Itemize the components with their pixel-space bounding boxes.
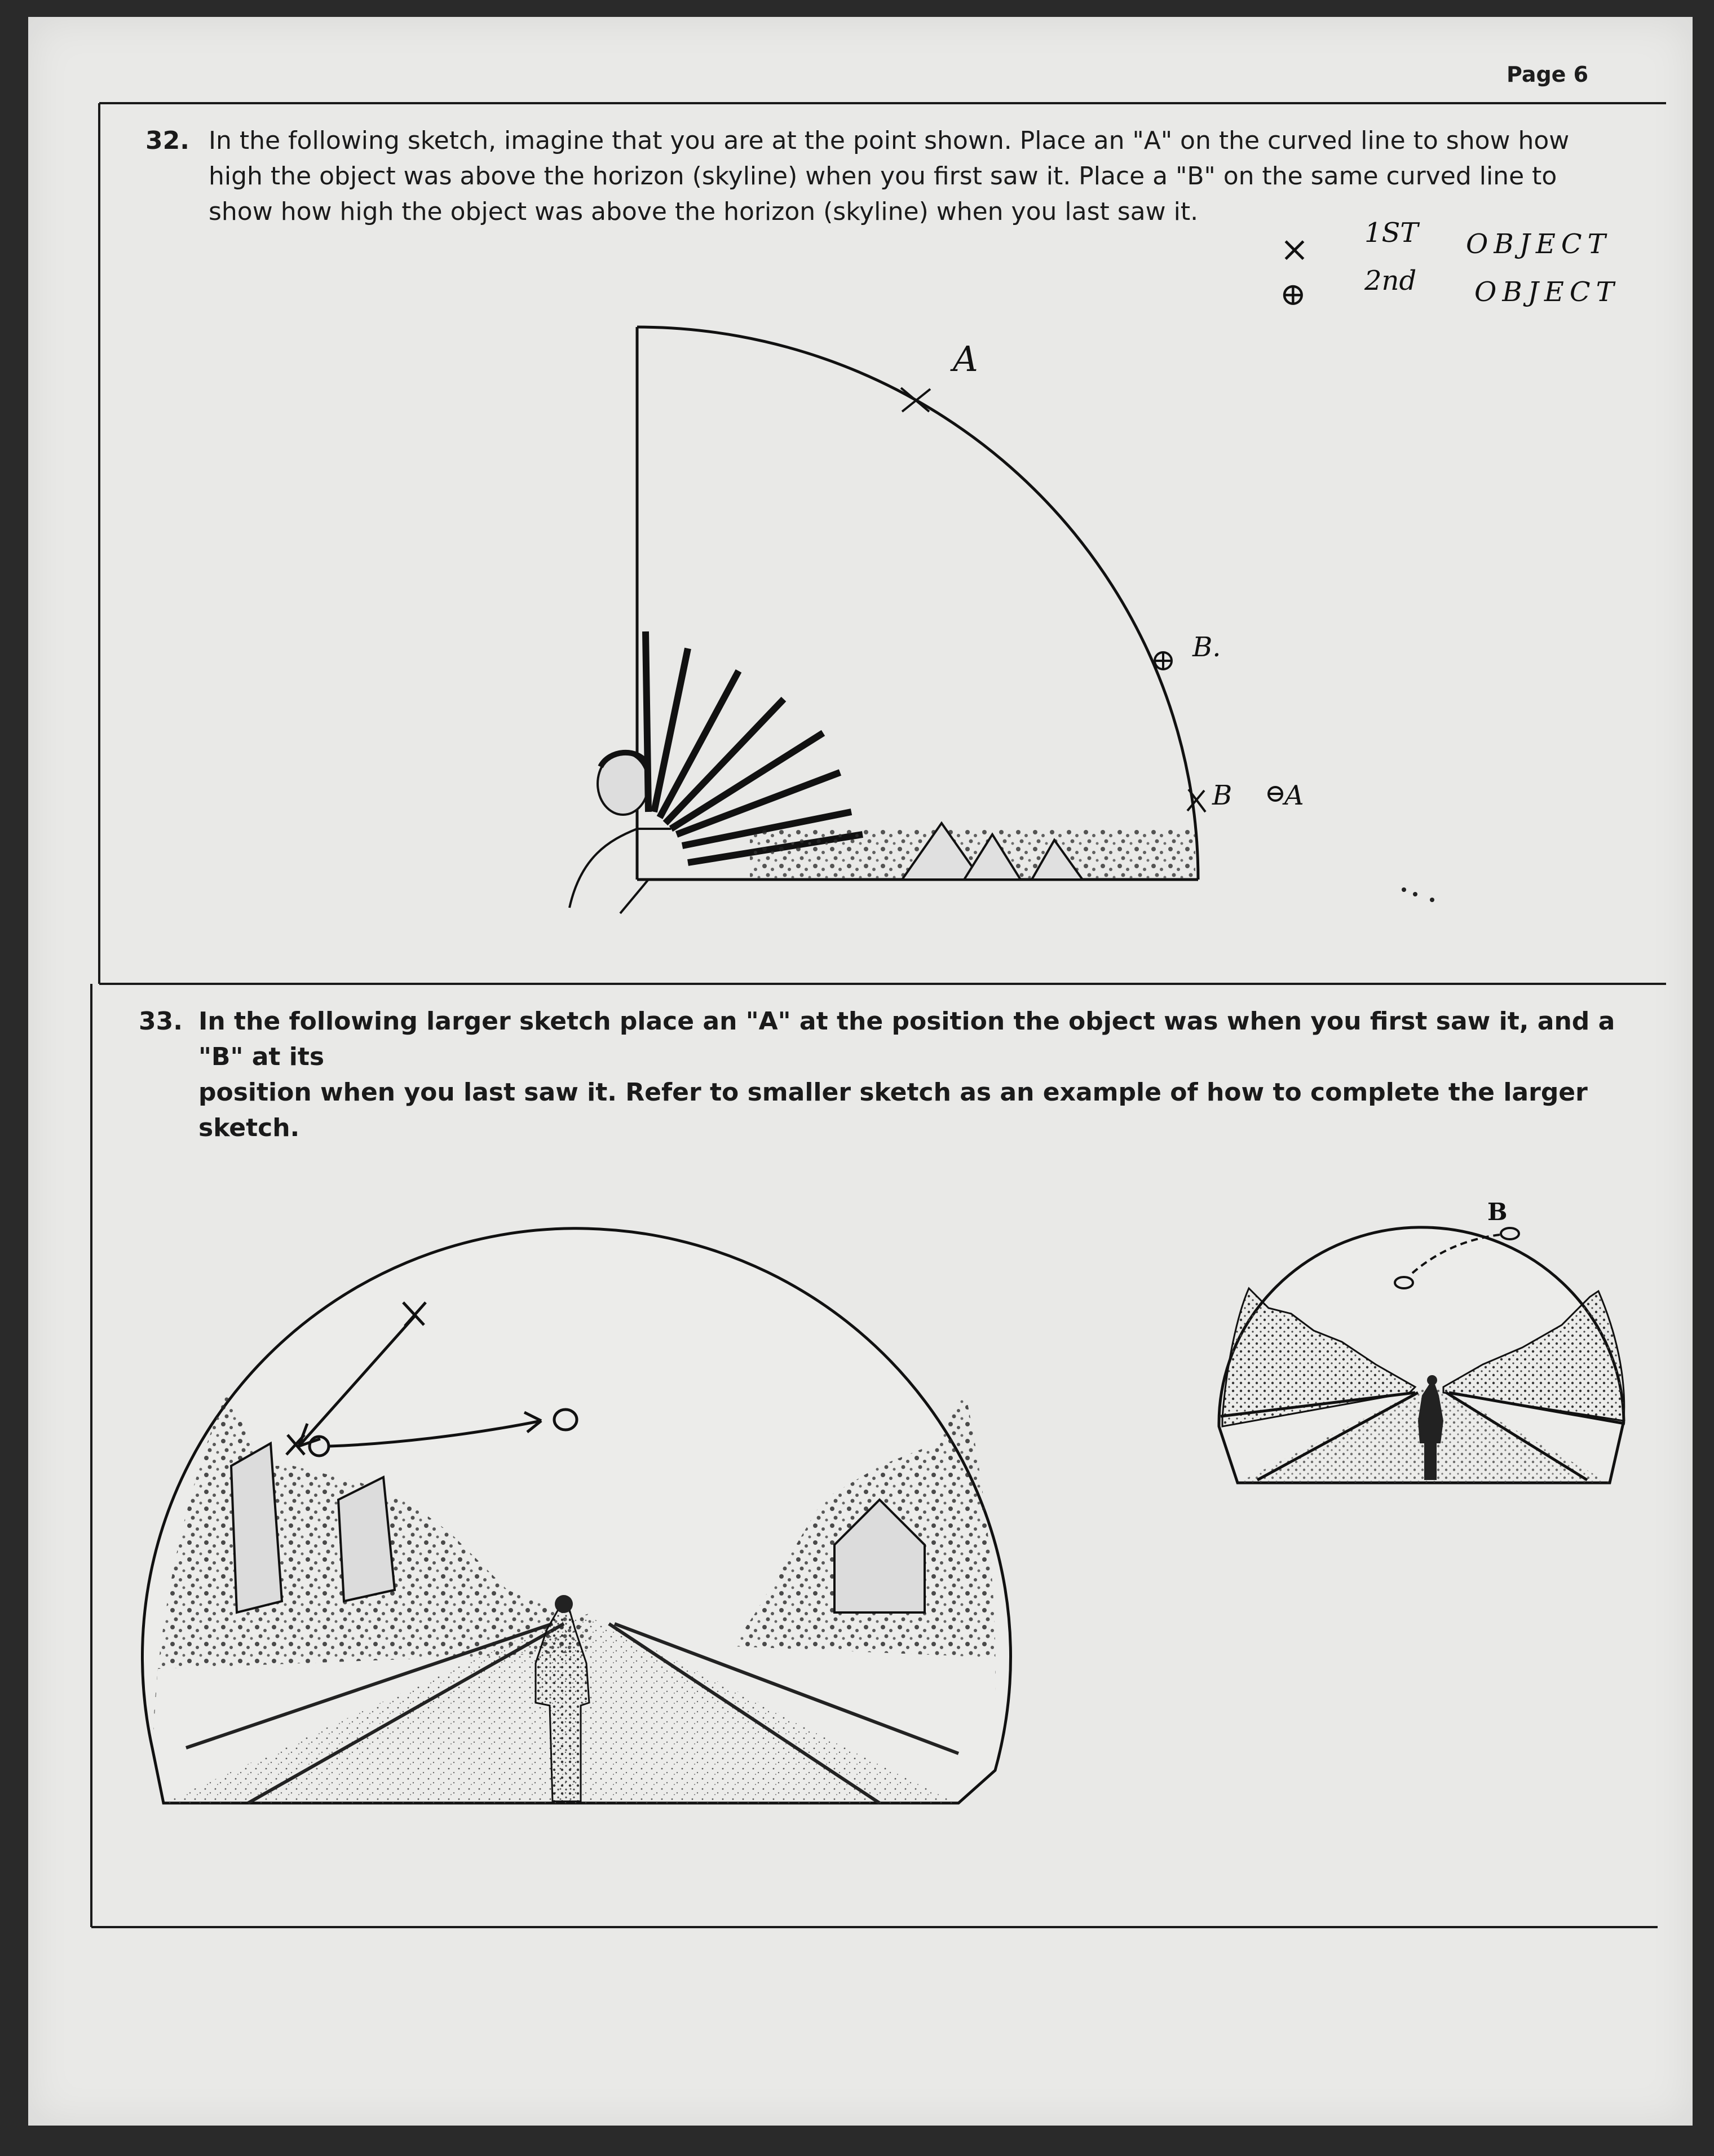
question-32-number: 32. (145, 126, 189, 155)
question-32-line-3: show how high the object was above the horizon (skyline) when you last saw it. (209, 197, 1199, 226)
mark-b-low: B (1212, 780, 1233, 811)
mark-b-middle: B. (1192, 631, 1221, 663)
legend-1st-object: OBJECT (1466, 228, 1611, 260)
mark-a-top: A (953, 338, 978, 379)
small-sketch-label-b: B (1487, 1198, 1508, 1226)
handwritten-x-marks (901, 388, 1205, 812)
legend-1st-label: 1ST (1364, 217, 1419, 249)
mark-a-low: A (1284, 780, 1304, 811)
legend-2nd-label: 2nd (1364, 265, 1417, 297)
stray-marks (1402, 887, 1434, 902)
question-33-number: 33. (139, 1007, 183, 1036)
page-number: Page 6 (1507, 62, 1589, 87)
legend-x-symbol: × (1280, 228, 1309, 270)
handwritten-circle-marks (1155, 652, 1282, 801)
question-33-line-2: position when you last saw it. Refer to smaller sketch as an example of how to complete the larger sketch. (198, 1078, 1588, 1142)
small-example-sketch (1219, 1227, 1625, 1483)
question-32-line-2: high the object was above the horizon (skyline) when you first saw it. Place a "B" on the same curved line to (209, 162, 1557, 191)
legend-2nd-object: OBJECT (1474, 276, 1620, 308)
large-street-sketch (142, 1229, 1010, 1803)
question-33-line-1: In the following larger sketch place an "A" at the position the object was when you first saw it, and a "B" at its (198, 1007, 1615, 1071)
question-32-line-1: In the following sketch, imagine that you are at the point shown. Place an "A" on the curved line to show how (209, 126, 1570, 155)
legend-circle-symbol: ⊕ (1280, 276, 1306, 313)
